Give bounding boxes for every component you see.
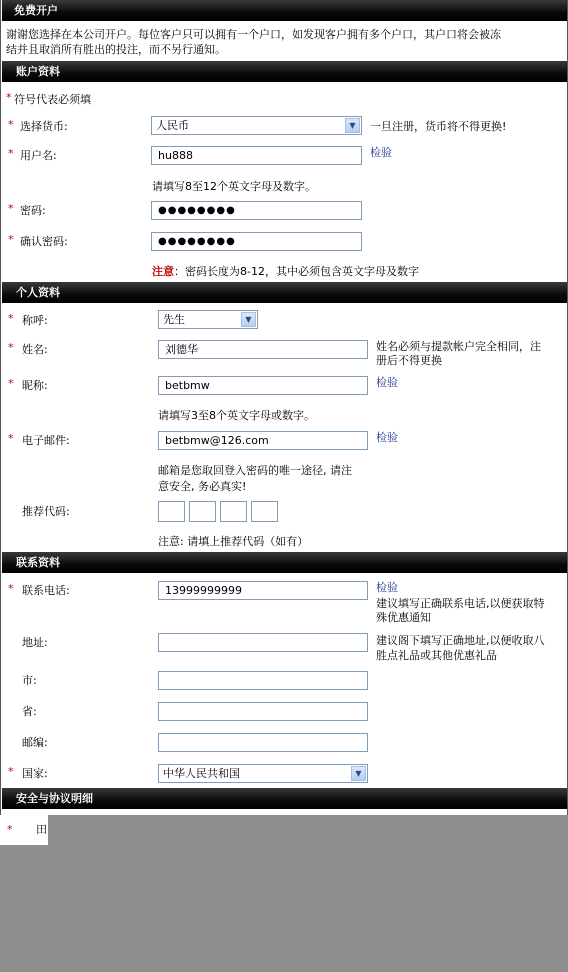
required-star: * (6, 91, 12, 104)
section-personal: 个人资料 (2, 282, 567, 303)
currency-hint: 一旦注册，货币将不得更换! (370, 120, 507, 133)
required-star: * (8, 765, 14, 778)
name-label: 姓名: (22, 343, 48, 356)
username-input[interactable]: hu888 (151, 146, 362, 165)
salutation-value: 先生 (163, 313, 185, 326)
required-star: * (8, 432, 14, 445)
required-star: * (8, 202, 14, 215)
referral-label: 推荐代码: (22, 505, 70, 518)
required-star: * (8, 341, 14, 354)
nickname-label: 昵称: (22, 379, 48, 392)
intro-line-2: 结并且取消所有胜出的投注，而不另行通知。 (6, 43, 226, 56)
address-label: 地址: (22, 636, 48, 649)
province-label: 省: (22, 705, 37, 718)
email-hint-line-1: 邮箱是您取回登入密码的唯一途径, 请注 (158, 464, 352, 477)
chevron-down-icon[interactable]: ▼ (241, 312, 256, 327)
intro-line-1: 谢谢您选择在本公司开户。每位客户只可以拥有一个户口，如发现客户拥有多个户口，其户口将会被冻 (6, 28, 501, 41)
required-star: * (8, 233, 14, 246)
currency-select[interactable] (151, 116, 362, 135)
nickname-check-link[interactable]: 检验 (376, 376, 398, 389)
currency-label: 选择货币: (20, 120, 68, 133)
page-header: 免费开户 (2, 0, 567, 21)
confirm-password-input[interactable]: ●●●●●●●● (151, 232, 362, 251)
nickname-hint: 请填写3至8个英文字母或数字。 (158, 409, 315, 422)
chevron-down-icon[interactable]: ▼ (351, 766, 366, 781)
password-notice (152, 263, 419, 279)
province-input[interactable] (158, 702, 368, 721)
section-security: 安全与协议明细 (2, 788, 567, 809)
password-label: 密码: (20, 204, 46, 217)
email-input[interactable]: betbmw@126.com (158, 431, 368, 450)
currency-value: 人民币 (156, 119, 189, 132)
required-star: * (8, 582, 14, 595)
phone-input[interactable]: 13999999999 (158, 581, 368, 600)
name-hint-line-1: 姓名必须与提款帐户完全相同，注 (376, 340, 541, 353)
phone-check-link[interactable]: 检验 (376, 581, 398, 594)
required-star: * (8, 312, 14, 325)
referral-code-box-1[interactable] (158, 501, 185, 522)
email-hint-line-2: 意安全, 务必真实! (158, 480, 247, 493)
required-star: * (8, 118, 14, 131)
country-label: 国家: (22, 767, 48, 780)
address-hint-line-2: 胜点礼品或其他优惠礼品 (376, 649, 497, 662)
address-input[interactable] (158, 633, 368, 652)
email-check-link[interactable]: 检验 (376, 431, 398, 444)
city-label: 市: (22, 674, 37, 687)
zip-label: 邮编: (22, 736, 48, 749)
phone-label: 联系电话: (22, 584, 70, 597)
section-contact: 联系资料 (2, 552, 567, 573)
notice-text: ：密码长度为8-12，其中必须包含英文字母及数字 (174, 265, 419, 278)
partial-row (0, 815, 48, 845)
zip-input[interactable] (158, 733, 368, 752)
username-label: 用户名: (20, 149, 57, 162)
notice-label: 注意 (152, 265, 174, 278)
partial-label: 田 (36, 823, 47, 836)
username-check-link[interactable]: 检验 (370, 146, 392, 159)
referral-hint: 注意: 请填上推荐代码（如有） (158, 535, 309, 548)
unrendered-area (0, 845, 48, 972)
nickname-input[interactable]: betbmw (158, 376, 368, 395)
required-star: * (7, 823, 13, 836)
unrendered-area (48, 815, 568, 972)
phone-hint-line-2: 殊优惠通知 (376, 611, 431, 624)
required-note: 符号代表必须填 (14, 93, 91, 106)
phone-hint-line-1: 建议填写正确联系电话,以便获取特 (376, 597, 545, 610)
username-hint: 请填写8至12个英文字母及数字。 (152, 180, 316, 193)
city-input[interactable] (158, 671, 368, 690)
chevron-down-icon[interactable]: ▼ (345, 118, 360, 133)
name-hint-line-2: 册后不得更换 (376, 354, 442, 367)
referral-code-box-2[interactable] (189, 501, 216, 522)
password-input[interactable]: ●●●●●●●● (151, 201, 362, 220)
country-select[interactable] (158, 764, 368, 783)
name-input[interactable]: 刘德华 (158, 340, 368, 359)
section-account: 账户资料 (2, 61, 567, 82)
email-label: 电子邮件: (22, 434, 70, 447)
required-star: * (8, 147, 14, 160)
country-value: 中华人民共和国 (163, 767, 240, 780)
referral-code-box-4[interactable] (251, 501, 278, 522)
referral-code-box-3[interactable] (220, 501, 247, 522)
address-hint-line-1: 建议阁下填写正确地址,以便收取八 (376, 634, 545, 647)
salutation-select[interactable] (158, 310, 258, 329)
confirm-password-label: 确认密码: (20, 235, 68, 248)
salutation-label: 称呼: (22, 314, 48, 327)
required-star: * (8, 377, 14, 390)
